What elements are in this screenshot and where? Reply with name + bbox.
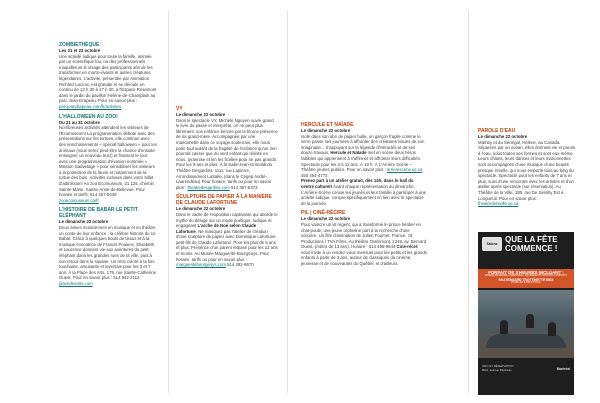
skatepark-ad[interactable] [478,232,574,395]
column-3 [301,122,427,267]
pil-heading: PIL | CINÉ-RÉCIRE [301,210,346,217]
hercule-tail: Avant chaque représentation du dimanche, L'Arrière-Scène convie les jeunes et leur famille à participer à une activité ludique, conçue spécifiquement en lien avec le spectacle de la journée. [301,183,427,206]
ad-address: 8001, avenue Papineau [482,368,512,372]
sculpture-bold: L'arche de Noé selon Claude Lafortune [176,223,257,234]
parole-heading: PAROLE D'EAU [478,128,516,134]
vy-date: Le dimanche 22 octobre [176,112,226,117]
column-divider [468,10,469,393]
hercule-heading: HERCULE ET NAÏADE [301,122,354,128]
parole-date: Le dimanche 22 octobre [478,134,528,139]
zoo-date: Du 21 au 31 octobre [59,119,100,125]
sculpture-date: Le dimanche 22 octobre [176,206,226,212]
vy-body: Dans le spectacle VY, Michèle Nguyen ouvre grand le livre du passé et interprète, on ne peut plus librement, son enfance bercée par la féroce présence de sa grand-mère. Accompagnée par une marionnette dans ce voyage souterrain, elle nous parle tout autant de la fragilité de l'enfance qu'un rien pourrait casser que du vent enfant qui résiste en nous, tyrannise et lim les ficelles pour ne pas grandir. Pour les 9 ans et plus. À la Salle-Jean-Grimaldi du Théâtre Desjardins, 1111, rue Lapierre, Arrondissement LaSalle, (dans le Cégep André-Laurendeau) Pour horaire, tarifs ou pour en savoir plus : [176,117,278,190]
vy-link[interactable]: theatredesjardins.com [187,184,230,190]
ad-info-label: INFO ET RÉSERVATION [482,364,514,368]
zombie-date: Les 21 et 22 octobre [59,48,101,53]
vy-heading: VY [176,106,183,112]
sculpture-phone: 514 282-8670 [227,262,254,268]
hercule-body-b: met en scène deux héros faillibles qui apprennent à s'affirmer et affronter leurs difficultés. Spectacle pour les 3 à 12 ans. À 13 h. À L'Arrière Scène – Théâtre jeunes publics. Pour en savoir plus : [301,150,422,173]
ad-offer-age: POUR LES 6 ANS ET PLUS [511,282,541,284]
ad-photo [478,290,574,358]
rider-figure [500,320,508,334]
parole-link[interactable]: theatredelaville.qc.ca [478,201,519,207]
vy-phone: 514 367-6373 [230,184,258,190]
pil-body-a: Pour vaincre un vil régent, qui a transformé le prince héritier en chat-poule, une jeune orpheline part à la recherche d'une sorcière. Un film d'animation de Julien Fournet, France, 7d Productions / TVA Films. Au théâtre Outremont, 1248, av. Bernard Ouest, (métro de 13 ans). Horaire : 514 495-9944 [301,221,427,250]
hercule-date: Le dimanche 22 octobre [301,128,351,133]
column-divider [168,10,169,393]
ad-offer-includes: ENTRÉE RÉSERVÉE • ANIMATEUR • ÉQUIPEMENTS SPORTIFS COMPLETS [485,275,567,277]
rider-figure [548,322,556,336]
hercule-body-a: Isolé dans son abri de papier bulle, un garçon fragile comme le verre passe ses journées à affronter des créatures issues de son imaginaire... S'appuyant sur la légende d'Héraclès et de ses douze travaux, [301,133,425,156]
column-4 [478,128,576,207]
sculpture-body-b: . Ne manquez pas l'atelier de création d'une sculpture de papier avec Dominique Lafortune, petit-fils de Claude Lafortune. Pour les plus de 5 ans et plus. Présence d'un parent requise pour les 12 ans et moins. Au Musée Marguerite-Bourgeoys. Pour horaire, tarifs ou pour en savoir plus : [176,228,278,262]
sculpture-link[interactable]: margueritebourgeoys.com [176,262,226,268]
column-2 [176,106,278,268]
hercule-bold: Hercule et Naïade [330,150,367,156]
ad-footer [478,360,574,395]
zoo-link[interactable]: zooecomuseum.ca/fr [59,197,99,203]
babar-body: Deux amies musiciennes en musique et en théâtre un conte de leur enfance : la célèbre histoire du roi Babar. Grâce à quelques bouts de tissus et à la musique évocatrice de Francis Poulenc, Elisabeth et Laurence donnent vie aux aventures du petit éléphant dans les grandes rues de la ville, puis à son retour dans la savane. Un récit coloré à la fois touchante, amusante et inventive pour les 3 et 7 ans. À la Place des Arts, 175, rue Sainte-Catherine Ouest. Pour en savoir plus : 514 842-2112 [59,225,156,281]
sculpture-heading: SCULPTURE DE PAPIER À LA MANIÈRE DE CLAUDE LAFORTUNE [176,194,272,207]
zoo-heading: L'HALLOWEEN AU ZOO! [59,113,118,120]
ad-offer-band [478,269,574,288]
zombie-body: Une activité ludique pour toute la famille, animée par un scientifique fou, ou des professionnels maquilleront le visage des participants afin de les transformer en morts-vivants et autres créatures légendaires. L'activité, présentée par Animation Richard Lacroix, est gratuite et se déroule en continu de 13 h 30 à 17 h 30, à l'Espace Rosemont dans le jardin du pavillon Hélène-de-Champlain au parc Jean-Drapeau. Pour en savoir plus : [59,53,157,104]
pil-date: Le dimanche 22 octobre [301,216,351,222]
zombie-heading: ZOMBIETHÈQUE [59,42,100,48]
sculpture-body-a: Dans le cadre de l'exposition captivante qui aborde le mythe du déluge sur un mode poétique, ludique et engageant [176,211,278,229]
hercule-phone: 450 464-4772 [301,172,328,178]
pil-body-b: vous invite à un rendez-vous mensuel pour les petits et les grands enfants à partir de 3 ans, autour de classiques du cinéma jeunesse et de nouveautés du Québec et d'ailleurs. [301,249,427,267]
babar-link[interactable]: placedesarts.com [59,280,93,286]
parole-body: Mamby et au Sénégal, Hélène, au Canada. Séparées par un océan, elles donnent vie et parole à l'eau, sous toutes ses formes et sont eux-même. Leurs chants, leurs danses et leurs marionnettes sont accompagnés d'une musique d'une beauté presque irréelle, qui nous emporte tous au long du spectacle. Spectacle pour les enfants de 7 ans et plus, suivi d'une rencontre avec les artistes et d'un atelier après spectacle (sur réservation). Au Théâtre de la Ville, 180, rue De Sentilly Est à Longueuil. Pour en savoir plus : [478,139,576,201]
ad-title: QUE LA FÊTE COMMENCE ! [505,235,558,253]
pil-bold: Ciné-récré [396,244,418,250]
ad-offer-sports: SKATEBOARD TROTTINETTE BMX [498,278,554,282]
column-divider [287,10,288,393]
hercule-promo: Prenez part à un atelier gratuit, dès 14h, dans le hall du centre culturel! [301,178,414,189]
ad-offer-title: FORFAIT DE 3 HEURES INCLUANT : [488,270,564,275]
ramp-shape [486,334,566,348]
column-1 [59,42,157,287]
rider-figure [526,314,534,328]
zoo-body: Nombreuses activités attendent les visiteurs de l'Écomuseum! La programmation débute avec des présentations sur les tortues, elle continue avec des enrichissements « spécial halloween » pour les animaux (vous serez peut-être la chance d'ensuite enseigner un nouveau truc!) et finissent le tout avec une programmation d'évasion nommée « Mission Sauvetage » pour sensibiliser les visiteurs à la protection de la faune et notamment de la tortue des bois. Activités incluses dans votre billet d'admission! Au zoo Ecomuseum, 21 125, chemin Sainte-Marie, Sainte-Anne-de-Bellevue. Pour horaire et tarifs: 514 457-9449 [59,125,157,198]
babar-heading: L'HISTOIRE DE BABAR LE PETIT ÉLÉPHANT [59,207,138,220]
babar-date: Le dimanche 22 octobre [59,219,109,225]
ad-city: Montréal [556,367,570,371]
ad-logo: Salons [482,237,502,251]
hercule-link[interactable]: arrierescene.qc.ca [387,167,423,173]
zombie-link[interactable]: parcjeandrapeau.com/fr/activites [59,103,122,109]
